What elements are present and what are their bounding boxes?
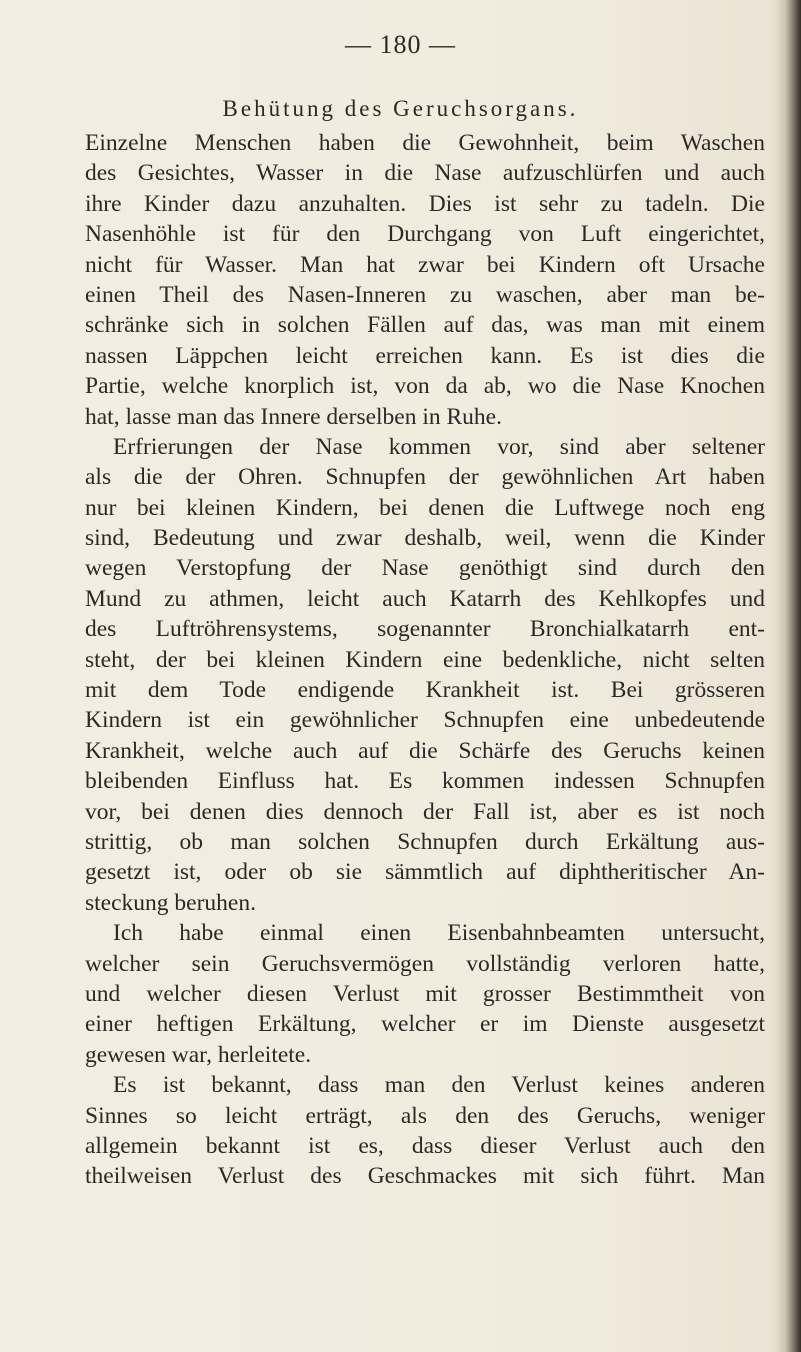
text-line: des Luftröhrensystems, sogenannter Bronchialkatarrh ent- [85,616,765,643]
text-line: ihre Kinder dazu anzuhalten. Dies ist sehr zu tadeln. Die [85,190,765,217]
page-edge-shadow [775,0,801,1352]
text-line: Es ist bekannt, dass man den Verlust keines anderen [113,1072,765,1099]
text-line: bleibenden Einfluss hat. Es kommen indessen Schnupfen [85,768,765,795]
text-line: welcher sein Geruchsvermögen vollständig verloren hatte, [85,950,765,977]
text-line: Krankheit, welche auch auf die Schärfe des Geruchs keinen [85,737,765,764]
text-line: sind, Bedeutung und zwar deshalb, weil, wenn die Kinder [85,525,765,552]
text-line: nur bei kleinen Kindern, bei denen die Luftwege noch eng [85,494,765,521]
text-line: hat, lasse man das Innere derselben in Ruhe. [85,403,502,430]
page-number: — 180 — [345,30,456,59]
text-line: mit dem Tode endigende Krankheit ist. Bei grösseren [85,677,765,704]
body-text [85,128,765,1192]
text-line: Partie, welche knorplich ist, von da ab, wo die Nase Knochen [85,373,765,400]
text-line: vor, bei denen dies dennoch der Fall ist, aber es ist noch [85,798,765,825]
text-line: gesetzt ist, oder ob sie sämmtlich auf diphtheritischer An- [85,859,765,886]
text-line: nicht für Wasser. Man hat zwar bei Kindern oft Ursache [85,251,765,278]
text-line: gewesen war, herleitete. [85,1041,312,1068]
text-line: wegen Verstopfung der Nase genöthigt sind durch den [85,555,765,582]
text-line: steckung beruhen. [85,889,256,916]
text-line: Mund zu athmen, leicht auch Katarrh des Kehlkopfes und [85,585,765,612]
text-line: nassen Läppchen leicht erreichen kann. Es ist dies die [85,342,765,369]
text-line: steht, der bei kleinen Kindern eine bedenkliche, nicht selten [85,646,765,673]
text-line: schränke sich in solchen Fällen auf das, was man mit einem [85,312,765,339]
section-heading: Behütung des Geruchsorgans. [222,96,579,121]
text-line: Kindern ist ein gewöhnlicher Schnupfen eine unbedeutende [85,707,765,734]
text-line: allgemein bekannt ist es, dass dieser Verlust auch den [85,1132,765,1159]
text-line: Nasenhöhle ist für den Durchgang von Luft eingerichtet, [85,221,765,248]
text-line: Erfrierungen der Nase kommen vor, sind aber seltener [113,433,765,460]
text-line: strittig, ob man solchen Schnupfen durch Erkältung aus- [85,828,765,855]
text-line: Sinnes so leicht erträgt, als den des Geruchs, weniger [85,1102,765,1129]
text-line: Einzelne Menschen haben die Gewohnheit, beim Waschen [85,130,765,156]
text-line: und welcher diesen Verlust mit grosser Bestimmtheit von [85,980,765,1007]
text-line: theilweisen Verlust des Geschmackes mit sich führt. Man [85,1163,765,1190]
text-line: einen Theil des Nasen-Inneren zu waschen, aber man be- [85,281,765,308]
text-line: Ich habe einmal einen Eisenbahnbeamten untersucht, [113,920,765,947]
text-line: des Gesichtes, Wasser in die Nase aufzuschlürfen und auch [85,160,765,187]
text-line: als die der Ohren. Schnupfen der gewöhnlichen Art haben [85,464,765,491]
text-line: einer heftigen Erkältung, welcher er im Dienste ausgesetzt [85,1011,765,1038]
